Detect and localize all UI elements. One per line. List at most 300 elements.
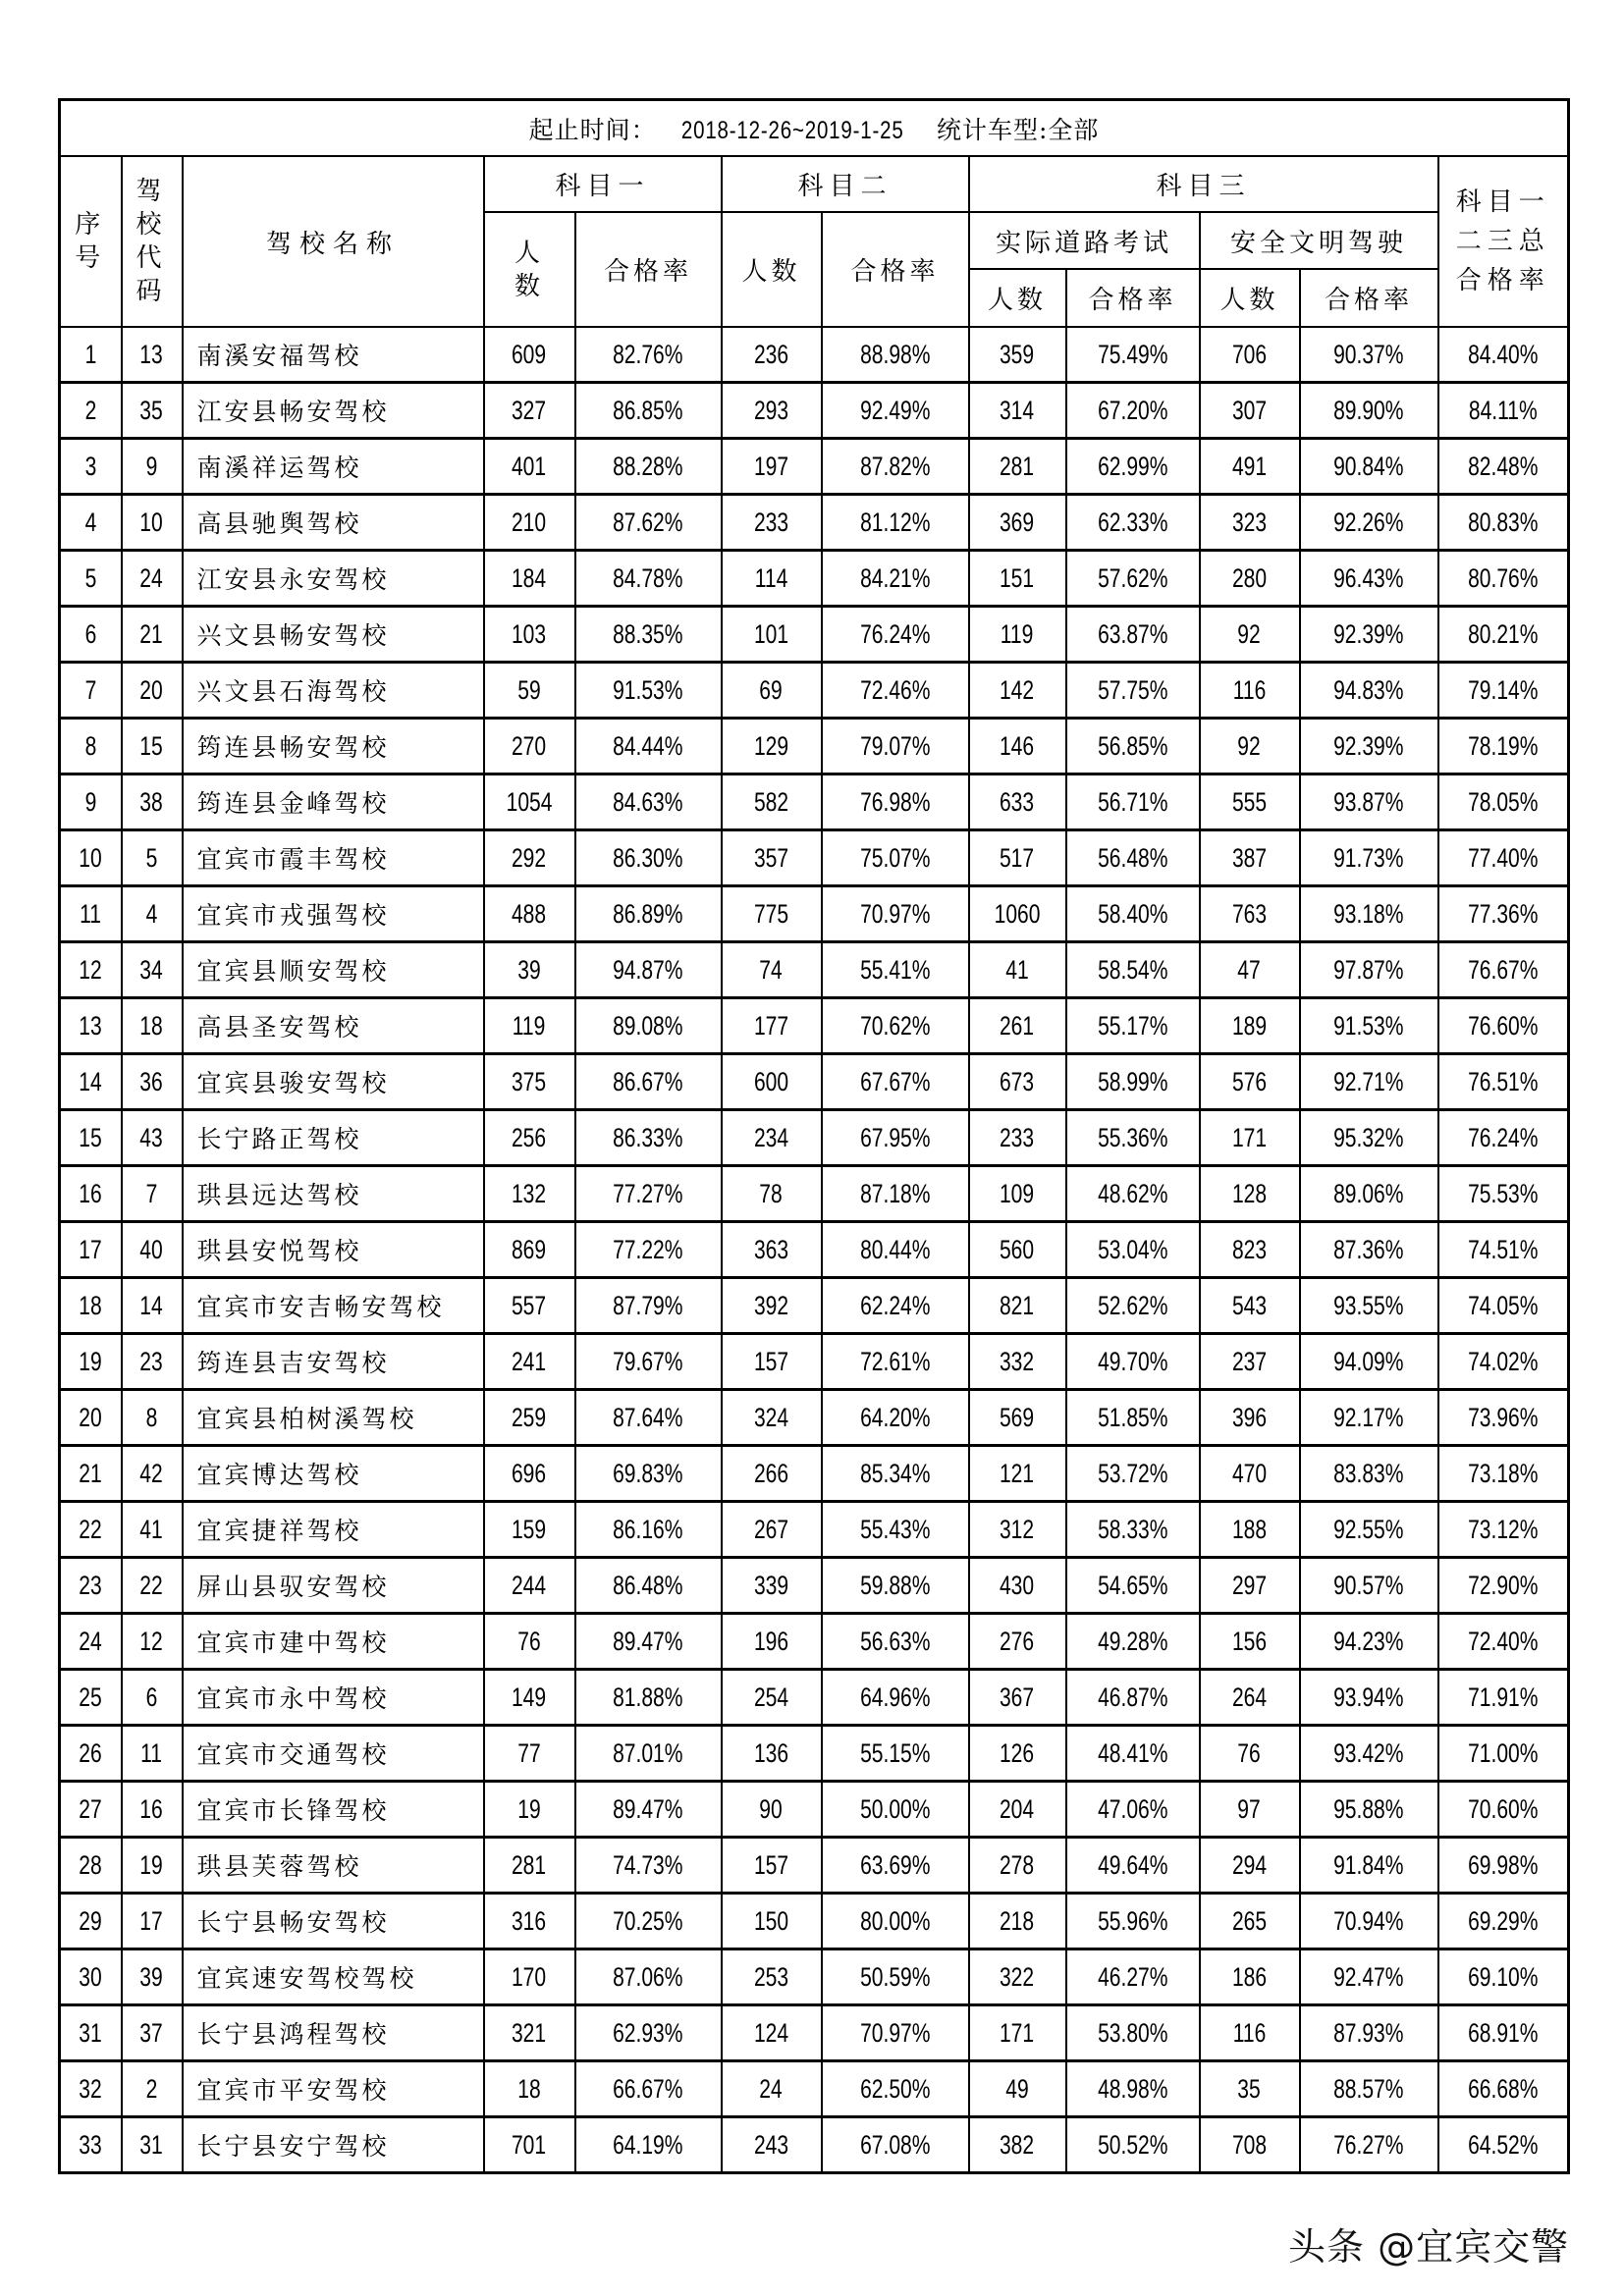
table-row [60, 439, 1569, 495]
cell-seq: 21 [60, 1446, 122, 1502]
cell-seq: 25 [60, 1670, 122, 1726]
cell-s1_count: 132 [484, 1166, 575, 1222]
cell-name: 珙县安悦驾校 [183, 1222, 484, 1278]
cell-s1_rate: 77.22% [575, 1222, 722, 1278]
cell-s3_road_count: 278 [969, 1838, 1066, 1894]
cell-s3_road_rate: 49.64% [1066, 1838, 1200, 1894]
cell-s3_road_count: 633 [969, 774, 1066, 830]
cell-s2_count: 101 [722, 607, 822, 663]
cell-total_rate: 84.11% [1438, 383, 1569, 439]
table-row [60, 1894, 1569, 1949]
cell-code: 15 [122, 719, 183, 774]
cell-code: 41 [122, 1502, 183, 1558]
cell-s3_safe_rate: 88.57% [1300, 2061, 1438, 2117]
cell-s3_safe_rate: 90.57% [1300, 1558, 1438, 1614]
cell-s3_road_count: 1060 [969, 886, 1066, 942]
cell-code: 39 [122, 1949, 183, 2005]
table-row [60, 1726, 1569, 1782]
cell-s3_safe_count: 116 [1200, 2005, 1300, 2061]
cell-s3_road_count: 673 [969, 1054, 1066, 1110]
cell-s3_road_count: 218 [969, 1894, 1066, 1949]
cell-s2_count: 234 [722, 1110, 822, 1166]
table-row [60, 830, 1569, 886]
cell-total_rate: 71.00% [1438, 1726, 1569, 1782]
cell-code: 40 [122, 1222, 183, 1278]
vehicle-type-label: 统计车型: [928, 115, 1049, 144]
table-row [60, 2061, 1569, 2117]
table-row [60, 663, 1569, 719]
cell-s3_safe_rate: 93.55% [1300, 1278, 1438, 1334]
cell-total_rate: 64.52% [1438, 2117, 1569, 2173]
cell-s3_safe_count: 186 [1200, 1949, 1300, 2005]
cell-s3_road_rate: 75.49% [1066, 327, 1200, 383]
cell-s3_safe_count: 491 [1200, 439, 1300, 495]
cell-seq: 24 [60, 1614, 122, 1670]
cell-s3_safe_count: 35 [1200, 2061, 1300, 2117]
cell-total_rate: 76.24% [1438, 1110, 1569, 1166]
cell-s1_count: 281 [484, 1838, 575, 1894]
cell-name: 宜宾市长锋驾校 [183, 1782, 484, 1838]
cell-s3_safe_count: 708 [1200, 2117, 1300, 2173]
cell-s1_count: 19 [484, 1782, 575, 1838]
cell-s1_count: 292 [484, 830, 575, 886]
cell-seq: 17 [60, 1222, 122, 1278]
cell-seq: 33 [60, 2117, 122, 2173]
cell-s2_count: 324 [722, 1390, 822, 1446]
table-row [60, 1614, 1569, 1670]
cell-s1_rate: 81.88% [575, 1670, 722, 1726]
cell-s2_count: 600 [722, 1054, 822, 1110]
cell-name: 宜宾县顺安驾校 [183, 942, 484, 998]
cell-s1_count: 701 [484, 2117, 575, 2173]
cell-s1_count: 59 [484, 663, 575, 719]
cell-s1_count: 316 [484, 1894, 575, 1949]
cell-s3_road_count: 49 [969, 2061, 1066, 2117]
header-road-rate: 合格率 [1066, 269, 1200, 327]
table-row [60, 886, 1569, 942]
cell-name: 宜宾市平安驾校 [183, 2061, 484, 2117]
cell-s2_count: 243 [722, 2117, 822, 2173]
cell-s1_count: 244 [484, 1558, 575, 1614]
cell-s2_rate: 55.43% [822, 1502, 969, 1558]
cell-s2_rate: 64.96% [822, 1670, 969, 1726]
cell-s3_road_count: 367 [969, 1670, 1066, 1726]
cell-s3_safe_rate: 76.27% [1300, 2117, 1438, 2173]
header-school-name: 驾校名称 [183, 156, 484, 327]
period-value: 2018-12-26~2019-1-25 [680, 116, 904, 144]
cell-total_rate: 69.98% [1438, 1838, 1569, 1894]
cell-total_rate: 77.40% [1438, 830, 1569, 886]
cell-code: 42 [122, 1446, 183, 1502]
cell-name: 宜宾市永中驾校 [183, 1670, 484, 1726]
cell-s1_count: 159 [484, 1502, 575, 1558]
cell-total_rate: 74.51% [1438, 1222, 1569, 1278]
cell-seq: 30 [60, 1949, 122, 2005]
cell-s1_rate: 86.30% [575, 830, 722, 886]
cell-s2_count: 136 [722, 1726, 822, 1782]
cell-s2_count: 357 [722, 830, 822, 886]
header-total-rate: 科目一 二三总 合格率 [1438, 156, 1569, 327]
cell-s3_safe_rate: 94.09% [1300, 1334, 1438, 1390]
cell-s3_safe_count: 763 [1200, 886, 1300, 942]
cell-code: 37 [122, 2005, 183, 2061]
cell-s3_safe_count: 307 [1200, 383, 1300, 439]
cell-name: 宜宾捷祥驾校 [183, 1502, 484, 1558]
cell-s2_count: 74 [722, 942, 822, 998]
header-safety-driving: 安全文明驾驶 [1200, 212, 1438, 269]
cell-s1_rate: 89.08% [575, 998, 722, 1054]
cell-s3_road_count: 261 [969, 998, 1066, 1054]
cell-s3_road_count: 121 [969, 1446, 1066, 1502]
cell-seq: 19 [60, 1334, 122, 1390]
cell-name: 高县圣安驾校 [183, 998, 484, 1054]
vehicle-type-value: 全部 [1048, 115, 1100, 144]
cell-code: 8 [122, 1390, 183, 1446]
cell-name: 珙县芙蓉驾校 [183, 1838, 484, 1894]
cell-s3_road_rate: 56.85% [1066, 719, 1200, 774]
cell-seq: 18 [60, 1278, 122, 1334]
cell-s1_rate: 86.16% [575, 1502, 722, 1558]
cell-s2_count: 267 [722, 1502, 822, 1558]
table-row [60, 1390, 1569, 1446]
cell-s3_safe_count: 294 [1200, 1838, 1300, 1894]
cell-s2_rate: 87.18% [822, 1166, 969, 1222]
cell-total_rate: 82.48% [1438, 439, 1569, 495]
cell-s2_count: 196 [722, 1614, 822, 1670]
cell-s1_count: 401 [484, 439, 575, 495]
cell-name: 兴文县畅安驾校 [183, 607, 484, 663]
cell-s3_road_rate: 55.17% [1066, 998, 1200, 1054]
header-road-count: 人数 [969, 269, 1066, 327]
cell-s3_safe_count: 92 [1200, 607, 1300, 663]
cell-name: 宜宾市建中驾校 [183, 1614, 484, 1670]
cell-total_rate: 73.96% [1438, 1390, 1569, 1446]
cell-seq: 28 [60, 1838, 122, 1894]
cell-s1_rate: 86.89% [575, 886, 722, 942]
cell-total_rate: 77.36% [1438, 886, 1569, 942]
table-row [60, 1054, 1569, 1110]
cell-s3_road_rate: 62.33% [1066, 495, 1200, 551]
cell-s1_count: 696 [484, 1446, 575, 1502]
cell-s1_count: 119 [484, 998, 575, 1054]
cell-s1_rate: 84.44% [575, 719, 722, 774]
cell-s3_road_rate: 52.62% [1066, 1278, 1200, 1334]
cell-code: 19 [122, 1838, 183, 1894]
table-title [60, 100, 1569, 157]
cell-code: 22 [122, 1558, 183, 1614]
cell-s1_rate: 88.35% [575, 607, 722, 663]
cell-s1_rate: 87.64% [575, 1390, 722, 1446]
header-safety-rate: 合格率 [1300, 269, 1438, 327]
cell-s3_road_rate: 55.36% [1066, 1110, 1200, 1166]
cell-s1_count: 241 [484, 1334, 575, 1390]
cell-seq: 22 [60, 1502, 122, 1558]
cell-total_rate: 72.90% [1438, 1558, 1569, 1614]
cell-s2_rate: 67.08% [822, 2117, 969, 2173]
cell-s3_road_count: 126 [969, 1726, 1066, 1782]
cell-s3_safe_rate: 93.18% [1300, 886, 1438, 942]
cell-s3_road_rate: 53.72% [1066, 1446, 1200, 1502]
cell-name: 宜宾市交通驾校 [183, 1726, 484, 1782]
cell-s1_count: 256 [484, 1110, 575, 1166]
table-row [60, 2117, 1569, 2173]
cell-total_rate: 69.29% [1438, 1894, 1569, 1949]
cell-seq: 6 [60, 607, 122, 663]
cell-s3_safe_rate: 87.36% [1300, 1222, 1438, 1278]
cell-s1_count: 375 [484, 1054, 575, 1110]
cell-s3_road_count: 204 [969, 1782, 1066, 1838]
cell-total_rate: 69.10% [1438, 1949, 1569, 2005]
table-row [60, 607, 1569, 663]
cell-seq: 11 [60, 886, 122, 942]
cell-s3_road_count: 359 [969, 327, 1066, 383]
cell-s2_count: 363 [722, 1222, 822, 1278]
header-subject1: 科目一 [484, 156, 722, 212]
cell-code: 36 [122, 1054, 183, 1110]
cell-s1_count: 327 [484, 383, 575, 439]
period-label: 起止时间： [528, 115, 657, 144]
table-row [60, 942, 1569, 998]
table-row [60, 1166, 1569, 1222]
watermark: 头条 @宜宾交警 [1288, 2225, 1570, 2269]
cell-name: 兴文县石海驾校 [183, 663, 484, 719]
cell-s3_road_count: 569 [969, 1390, 1066, 1446]
cell-name: 屏山县驭安驾校 [183, 1558, 484, 1614]
table-row [60, 1334, 1569, 1390]
cell-s3_safe_count: 188 [1200, 1502, 1300, 1558]
cell-s1_count: 39 [484, 942, 575, 998]
cell-s3_safe_rate: 90.37% [1300, 327, 1438, 383]
cell-s2_rate: 80.00% [822, 1894, 969, 1949]
cell-s3_safe_rate: 93.87% [1300, 774, 1438, 830]
cell-s2_count: 78 [722, 1166, 822, 1222]
cell-s1_count: 609 [484, 327, 575, 383]
cell-s3_road_count: 109 [969, 1166, 1066, 1222]
cell-name: 长宁路正驾校 [183, 1110, 484, 1166]
cell-s1_rate: 82.76% [575, 327, 722, 383]
cell-name: 长宁县畅安驾校 [183, 1894, 484, 1949]
cell-s2_rate: 76.24% [822, 607, 969, 663]
cell-s1_rate: 64.19% [575, 2117, 722, 2173]
cell-s3_safe_rate: 92.39% [1300, 719, 1438, 774]
cell-s1_count: 1054 [484, 774, 575, 830]
cell-total_rate: 74.05% [1438, 1278, 1569, 1334]
cell-s3_safe_count: 396 [1200, 1390, 1300, 1446]
cell-seq: 4 [60, 495, 122, 551]
cell-s3_safe_count: 76 [1200, 1726, 1300, 1782]
title-row [60, 100, 1569, 157]
cell-total_rate: 79.14% [1438, 663, 1569, 719]
cell-s3_road_rate: 53.04% [1066, 1222, 1200, 1278]
cell-s3_safe_count: 171 [1200, 1110, 1300, 1166]
cell-s3_road_rate: 67.20% [1066, 383, 1200, 439]
header-s1-rate: 合格率 [575, 212, 722, 327]
cell-seq: 27 [60, 1782, 122, 1838]
cell-s2_rate: 50.00% [822, 1782, 969, 1838]
cell-code: 23 [122, 1334, 183, 1390]
cell-name: 南溪祥运驾校 [183, 439, 484, 495]
cell-s3_safe_count: 128 [1200, 1166, 1300, 1222]
table-row [60, 774, 1569, 830]
cell-total_rate: 68.91% [1438, 2005, 1569, 2061]
cell-s3_road_count: 332 [969, 1334, 1066, 1390]
cell-total_rate: 78.19% [1438, 719, 1569, 774]
cell-s3_road_rate: 55.96% [1066, 1894, 1200, 1949]
cell-s3_road_count: 233 [969, 1110, 1066, 1166]
cell-s3_road_rate: 58.33% [1066, 1502, 1200, 1558]
cell-s2_rate: 63.69% [822, 1838, 969, 1894]
cell-name: 宜宾博达驾校 [183, 1446, 484, 1502]
cell-s3_safe_rate: 91.53% [1300, 998, 1438, 1054]
cell-s3_road_rate: 63.87% [1066, 607, 1200, 663]
cell-s3_road_rate: 56.71% [1066, 774, 1200, 830]
cell-s3_road_rate: 53.80% [1066, 2005, 1200, 2061]
cell-s3_safe_rate: 92.39% [1300, 607, 1438, 663]
cell-name: 长宁县安宁驾校 [183, 2117, 484, 2173]
cell-s2_rate: 62.24% [822, 1278, 969, 1334]
cell-s1_count: 869 [484, 1222, 575, 1278]
cell-s3_road_count: 314 [969, 383, 1066, 439]
cell-s3_road_rate: 47.06% [1066, 1782, 1200, 1838]
cell-code: 11 [122, 1726, 183, 1782]
cell-s3_road_count: 312 [969, 1502, 1066, 1558]
cell-code: 12 [122, 1614, 183, 1670]
cell-seq: 5 [60, 551, 122, 607]
cell-s1_count: 76 [484, 1614, 575, 1670]
cell-s1_rate: 74.73% [575, 1838, 722, 1894]
cell-s3_road_rate: 58.54% [1066, 942, 1200, 998]
cell-total_rate: 72.40% [1438, 1614, 1569, 1670]
cell-s1_rate: 66.67% [575, 2061, 722, 2117]
cell-seq: 7 [60, 663, 122, 719]
cell-code: 18 [122, 998, 183, 1054]
cell-s3_road_count: 560 [969, 1222, 1066, 1278]
cell-s2_rate: 87.82% [822, 439, 969, 495]
cell-s3_road_rate: 46.87% [1066, 1670, 1200, 1726]
cell-s1_rate: 89.47% [575, 1614, 722, 1670]
cell-s2_rate: 72.61% [822, 1334, 969, 1390]
header-s1-count: 人 数 [484, 212, 575, 327]
cell-s1_rate: 70.25% [575, 1894, 722, 1949]
cell-s1_rate: 86.85% [575, 383, 722, 439]
cell-s3_safe_rate: 70.94% [1300, 1894, 1438, 1949]
cell-s2_rate: 76.98% [822, 774, 969, 830]
cell-s3_safe_count: 823 [1200, 1222, 1300, 1278]
cell-s1_count: 557 [484, 1278, 575, 1334]
cell-total_rate: 70.60% [1438, 1782, 1569, 1838]
cell-code: 38 [122, 774, 183, 830]
cell-s2_count: 775 [722, 886, 822, 942]
table-row [60, 495, 1569, 551]
cell-s3_road_rate: 49.70% [1066, 1334, 1200, 1390]
cell-s1_count: 321 [484, 2005, 575, 2061]
cell-s2_rate: 92.49% [822, 383, 969, 439]
cell-s1_rate: 69.83% [575, 1446, 722, 1502]
table-row [60, 1670, 1569, 1726]
cell-code: 21 [122, 607, 183, 663]
cell-s2_count: 582 [722, 774, 822, 830]
cell-total_rate: 75.53% [1438, 1166, 1569, 1222]
cell-s3_safe_count: 189 [1200, 998, 1300, 1054]
cell-s3_safe_rate: 91.84% [1300, 1838, 1438, 1894]
cell-seq: 9 [60, 774, 122, 830]
cell-s3_safe_count: 470 [1200, 1446, 1300, 1502]
cell-s2_count: 254 [722, 1670, 822, 1726]
cell-total_rate: 74.02% [1438, 1334, 1569, 1390]
cell-s2_rate: 79.07% [822, 719, 969, 774]
cell-s3_road_count: 430 [969, 1558, 1066, 1614]
cell-s2_count: 197 [722, 439, 822, 495]
cell-s2_rate: 88.98% [822, 327, 969, 383]
cell-seq: 3 [60, 439, 122, 495]
cell-s2_rate: 67.95% [822, 1110, 969, 1166]
table-row [60, 1278, 1569, 1334]
cell-seq: 16 [60, 1166, 122, 1222]
cell-s3_safe_count: 576 [1200, 1054, 1300, 1110]
cell-s3_safe_rate: 94.23% [1300, 1614, 1438, 1670]
cell-s3_road_rate: 48.41% [1066, 1726, 1200, 1782]
cell-total_rate: 84.40% [1438, 327, 1569, 383]
cell-s3_road_rate: 58.40% [1066, 886, 1200, 942]
cell-s3_road_count: 517 [969, 830, 1066, 886]
cell-s2_rate: 75.07% [822, 830, 969, 886]
cell-total_rate: 73.18% [1438, 1446, 1569, 1502]
table-row [60, 551, 1569, 607]
cell-s2_count: 293 [722, 383, 822, 439]
cell-s3_safe_count: 92 [1200, 719, 1300, 774]
cell-s3_road_rate: 50.52% [1066, 2117, 1200, 2173]
cell-s3_road_count: 322 [969, 1949, 1066, 2005]
cell-s2_count: 392 [722, 1278, 822, 1334]
cell-s1_rate: 87.62% [575, 495, 722, 551]
cell-name: 江安县永安驾校 [183, 551, 484, 607]
cell-s2_count: 266 [722, 1446, 822, 1502]
table-row [60, 383, 1569, 439]
table-row [60, 1558, 1569, 1614]
cell-s1_rate: 84.63% [575, 774, 722, 830]
cell-s3_safe_count: 97 [1200, 1782, 1300, 1838]
cell-s3_safe_count: 237 [1200, 1334, 1300, 1390]
header-safety-count: 人数 [1200, 269, 1300, 327]
cell-s3_road_rate: 54.65% [1066, 1558, 1200, 1614]
cell-seq: 32 [60, 2061, 122, 2117]
cell-s3_road_count: 142 [969, 663, 1066, 719]
cell-name: 宜宾市安吉畅安驾校 [183, 1278, 484, 1334]
cell-s2_rate: 70.97% [822, 886, 969, 942]
cell-s3_road_count: 821 [969, 1278, 1066, 1334]
table-row [60, 1838, 1569, 1894]
cell-seq: 31 [60, 2005, 122, 2061]
cell-s2_rate: 50.59% [822, 1949, 969, 2005]
cell-code: 5 [122, 830, 183, 886]
cell-s2_rate: 84.21% [822, 551, 969, 607]
cell-name: 长宁县鸿程驾校 [183, 2005, 484, 2061]
cell-total_rate: 73.12% [1438, 1502, 1569, 1558]
cell-seq: 12 [60, 942, 122, 998]
cell-seq: 23 [60, 1558, 122, 1614]
cell-s3_road_count: 281 [969, 439, 1066, 495]
cell-s3_safe_rate: 95.32% [1300, 1110, 1438, 1166]
cell-code: 31 [122, 2117, 183, 2173]
cell-s3_safe_count: 280 [1200, 551, 1300, 607]
cell-s2_count: 114 [722, 551, 822, 607]
cell-code: 34 [122, 942, 183, 998]
cell-s2_rate: 80.44% [822, 1222, 969, 1278]
cell-code: 17 [122, 1894, 183, 1949]
cell-s2_count: 69 [722, 663, 822, 719]
cell-s3_road_rate: 56.48% [1066, 830, 1200, 886]
cell-s3_safe_count: 555 [1200, 774, 1300, 830]
